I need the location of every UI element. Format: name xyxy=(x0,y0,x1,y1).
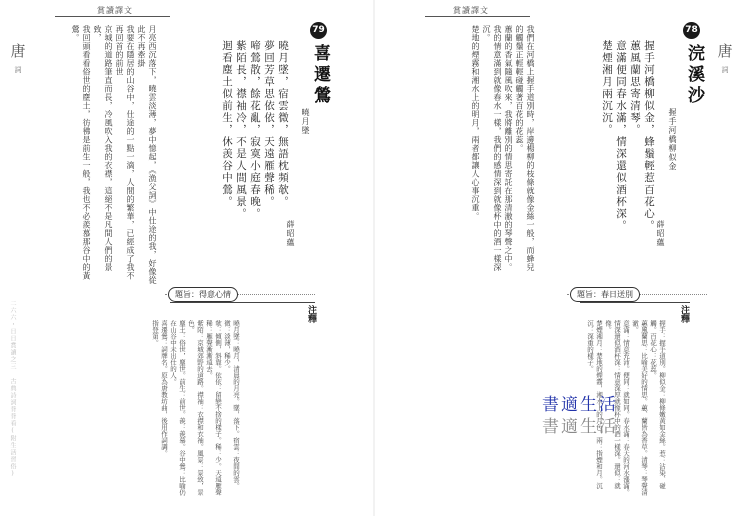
annotation-item: 紫陌：京城郊野的道路。襟袖：衣襟和衣袖。風景：景致，景色。 xyxy=(187,320,204,496)
translation-paragraph: 楚地的煙霧和湘水上的明月，兩者都讓人心事沉重。 xyxy=(471,25,480,221)
translation xyxy=(470,25,536,275)
translation-paragraph: 京城的道路筆直而長，冷風吹入我的衣襟，這絕不是凡間人們的景致， xyxy=(93,25,113,272)
poem-line: 曉月墜，宿雲微，無語枕頻欹。 xyxy=(277,40,289,208)
annotations xyxy=(150,320,240,500)
poem-body xyxy=(600,40,656,270)
annotation-item: 曉月墜：曉月，清晨的月亮。墜，落下。宿雲：夜間的雲。微：淡薄，稀少。 xyxy=(223,320,240,489)
poem-line: 紫陌長，襟袖冷，不是人間風景。 xyxy=(235,40,247,220)
theme-tag: 題旨：得意心情 xyxy=(168,287,238,302)
annotation-item: 意滿：情意充沛。便同：就如同。春水滿：春天的河水漲滿。 xyxy=(622,320,630,496)
poem-number-badge: 79 xyxy=(310,22,327,39)
annotation-heading: 注釋 xyxy=(679,305,689,323)
running-head: 賞讀譯文 xyxy=(453,6,489,15)
translation-paragraph: 我的情意滿到就像春水一樣，我們的感情深到就像杯中的酒一樣深沉。 xyxy=(482,25,502,272)
theme-tag: 題旨：春日送別 xyxy=(570,287,640,302)
annotation-heading: 注釋 xyxy=(306,305,316,323)
book-brand xyxy=(10,40,26,75)
annotation-rule xyxy=(170,302,315,303)
annotation-item: 塵土：俗世，塵世。前生：前世。羨：羨慕。谷中鶯：比喻仍在山谷中未出仕的人。 xyxy=(169,320,186,496)
poem-first-line-title: 握手河橋柳似金 xyxy=(668,108,677,171)
poem-line: 夢回芳草思依依，天遠雁聲稀。 xyxy=(263,40,275,208)
edge-note: 二六六・日日賞讀之三 古典詩詞背背看(附生活習俗) xyxy=(9,300,16,478)
poem-line: 意滿便同春水滿，情深還似酒杯深。 xyxy=(615,40,627,232)
translation-paragraph: 我回頭看看俗世的塵土，彷彿是前生一般，我也不必羨慕那谷中的黃鶯。 xyxy=(71,25,91,280)
translation-paragraph: 月亮西沉落下，曉雲淡薄，夢中憶起，《漁父詞》中仕途的我，好像從此不再牽掛 xyxy=(137,25,157,285)
annotation-item: 喜遷鶯：詞牌名。原為唐教坊曲，後用作詞調。 xyxy=(160,320,168,457)
right-page xyxy=(375,0,750,516)
brand-subtitle: 詞 xyxy=(721,66,729,74)
brand-character: 唐 xyxy=(717,42,733,60)
translation xyxy=(70,25,158,285)
poem-line: 啼鶯散，餘花亂，寂寞小庭春晚。 xyxy=(249,40,261,220)
translation-paragraph: 我們在河橋上握手道別時，岸邊楊柳的枝條就像金絲一般，而蜂兒的觸鬚正輕輕碰觸著百花的花蕊。 xyxy=(515,25,535,272)
poem-number-badge: 78 xyxy=(683,22,700,39)
annotation-item: 握手：握手道別。柳似金：柳條嫩黃如金絲。惹：沾染、碰觸。百花心：花蕊。 xyxy=(649,320,666,489)
running-head: 賞讀譯文 xyxy=(97,6,133,15)
book-brand xyxy=(717,40,733,75)
poem-author: 薛昭蘊 xyxy=(656,220,665,247)
watermark-blue: 書適生活 xyxy=(542,395,618,415)
annotation-item: 蕙風蘭思：比喻美好的情思。蕙、蘭皆為香草。清琴：琴聲清澈。 xyxy=(631,320,648,496)
watermark-gray: 書適生活 xyxy=(542,417,618,437)
annotation-item: 指登第。 xyxy=(151,320,159,346)
brand-subtitle: 詞 xyxy=(14,66,22,74)
poem-body xyxy=(220,40,290,260)
annotation-item: 楚煙湘月：楚地的煙霧，湘水上的月色。兩：指煙和月。沉沉：深重的樣子。 xyxy=(586,320,603,489)
poem-line: 蕙風蘭思寄清琴。 xyxy=(629,40,641,136)
annotation-rule xyxy=(580,302,690,303)
translation-paragraph: 蕙蘭的香氣隨風吹來，我將離別的情思寄託在那清澈的琴聲之中。 xyxy=(504,25,513,272)
annotation-item: 欹：傾側，斜靠。依依：留戀不捨的樣子。稀：少。天遠雁聲稀：雁聲漸漸遠去。 xyxy=(205,320,222,496)
poem-line: 迴看塵土似前生，休羡谷中鶯。 xyxy=(221,40,233,208)
brand-character: 唐 xyxy=(10,42,26,60)
running-head-rule xyxy=(55,16,170,17)
poem-line: 楚煙湘月兩沉沉。 xyxy=(601,40,613,136)
poem-title: 喜遷鶯 xyxy=(310,44,330,107)
annotation-item: 情深還似酒杯深：情意深厚就像杯中的酒一樣深。還似：就像。 xyxy=(604,320,621,489)
poem-author: 薛昭蘊 xyxy=(286,220,295,247)
running-head-rule xyxy=(425,16,530,17)
poem-line: 握手河橋柳似金，蜂鬚輕惹百花心。 xyxy=(643,40,655,232)
translation-paragraph: 我要在隱居的山谷中，仕途的一點一滴，人間的繁華，已經成了我不再回首的前世 xyxy=(115,25,135,280)
poem-title: 浣溪沙 xyxy=(684,44,704,107)
poem-first-line-title: 曉月墜 xyxy=(301,108,310,135)
